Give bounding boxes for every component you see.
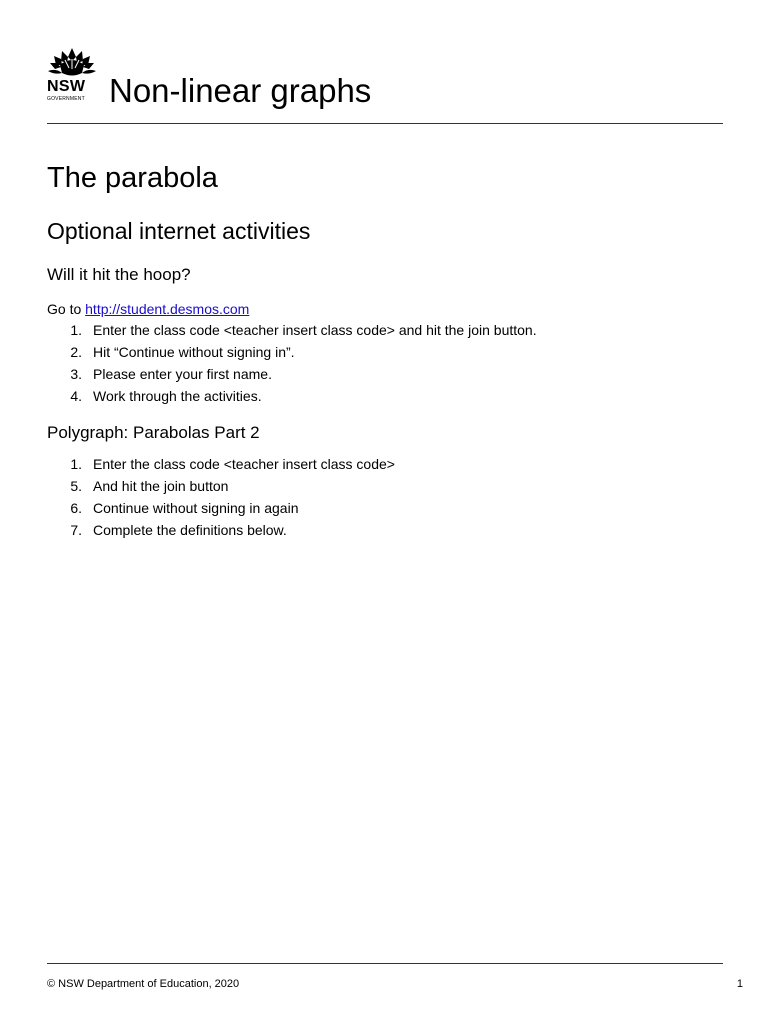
list-text: Enter the class code <teacher insert class code>	[93, 456, 395, 472]
footer-divider	[47, 963, 723, 964]
list-number: 5.	[70, 478, 82, 494]
list-number: 3.	[70, 366, 82, 382]
list-number: 7.	[70, 522, 82, 538]
list-number: 6.	[70, 500, 82, 516]
list-text: Work through the activities.	[93, 388, 262, 404]
header-divider	[47, 123, 723, 124]
nsw-government-logo	[47, 46, 99, 104]
logo-nsw-text: NSW	[47, 78, 86, 95]
heading-polygraph: Polygraph: Parabolas Part 2	[47, 423, 260, 442]
document-title: Non-linear graphs	[109, 72, 372, 109]
list-text: Complete the definitions below.	[93, 522, 287, 538]
list-number: 1.	[70, 322, 82, 338]
list-text: Enter the class code <teacher insert class code> and hit the join button.	[93, 322, 537, 338]
footer-copyright: © NSW Department of Education, 2020	[47, 978, 240, 990]
list-text: Please enter your first name.	[93, 366, 272, 382]
go-to-paragraph	[47, 299, 249, 319]
list-text: Continue without signing in again	[93, 500, 299, 516]
page-number: 1	[736, 978, 743, 990]
list-number: 2.	[70, 344, 82, 360]
waratah-flower-icon	[48, 46, 96, 78]
desmos-link[interactable]: http://student.desmos.com	[85, 301, 250, 317]
logo-government-text: GOVERNMENT	[47, 96, 85, 102]
heading-will-it-hit-the-hoop: Will it hit the hoop?	[47, 265, 191, 284]
heading-parabola: The parabola	[47, 162, 218, 194]
list-number: 1.	[70, 456, 82, 472]
list-number: 4.	[70, 388, 82, 404]
go-to-text: Go to	[47, 301, 86, 317]
list-text: Hit “Continue without signing in”.	[93, 344, 295, 360]
list-text: And hit the join button	[93, 478, 229, 494]
heading-optional-activities: Optional internet activities	[47, 218, 311, 244]
document-header	[47, 46, 723, 124]
